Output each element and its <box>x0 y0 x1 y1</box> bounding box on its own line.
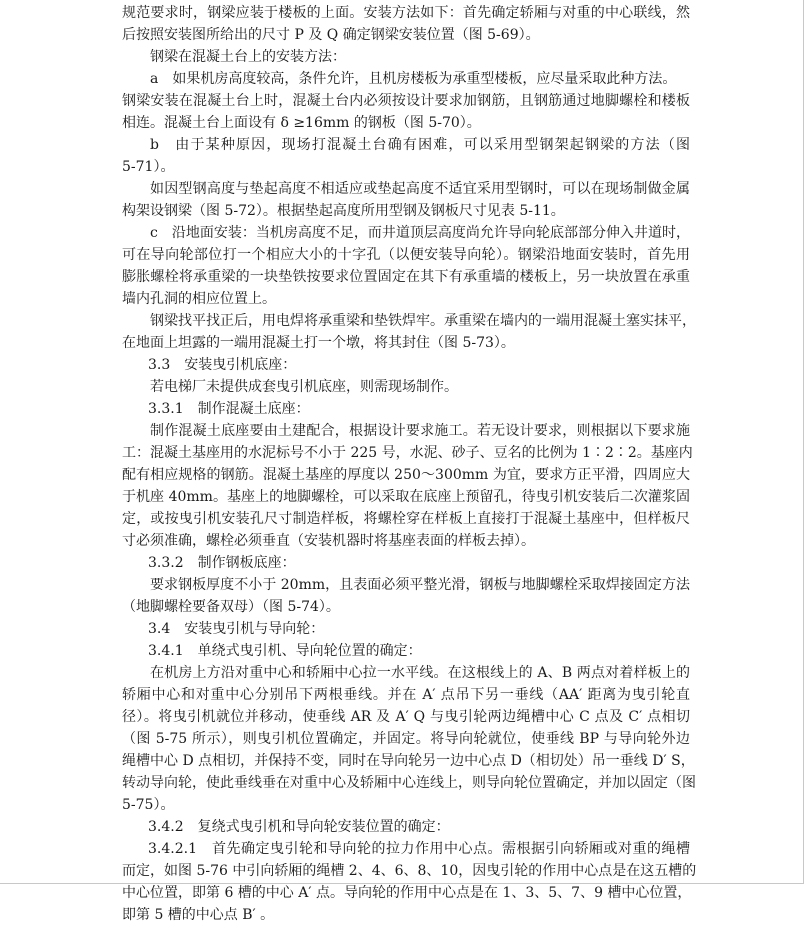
text-line: 径）。将曳引机就位并移动，使垂线 AR 及 A′ Q 与曳引轮两边绳槽中心 C 点及 C′ 点相切 <box>122 709 690 725</box>
text-line: 即第 5 槽的中心点 B′ 。 <box>122 907 275 923</box>
text-line: 可在导向轮部位打一个相应大小的十字孔（以便安装导向轮）。钢梁沿地面安装时，首先用 <box>122 247 690 263</box>
section-heading: 3.4.2 复绕式曳引机和导向轮安装位置的确定： <box>148 819 450 835</box>
text-line: 绳槽中心 D 点相切，并保持不变，同时在导向轮另一边中心点 D（相切处）吊一垂线 D′ S， <box>122 753 695 769</box>
section-heading: 3.3.1 制作混凝土底座： <box>148 401 310 417</box>
text-line: 墙内孔洞的相应位置上。 <box>122 291 276 307</box>
text-line: 工：混凝土基座用的水泥标号不小于 225 号，水泥、砂子、豆名的比例为 1∶2∶2。基座内 <box>122 445 693 461</box>
section-heading: 3.4.1 单绕式曳引机、导向轮位置的确定： <box>148 643 422 659</box>
text-line: 转动导向轮，使此垂线垂在对重中心及轿厢中心连线上，则导向轮位置确定，并加以固定（图 <box>122 775 696 791</box>
text-line: 配有相应规格的钢筋。混凝土基座的厚度以 250～300mm 为宜，要求方正平滑，四周应大 <box>122 467 690 483</box>
text-line: 在地面上坦露的一端用混凝土打一个墩，将其封住（图 5-73）。 <box>122 335 515 351</box>
section-heading: 3.3.2 制作钢板底座： <box>148 555 296 571</box>
body-text <box>122 2 697 926</box>
text-line: 而定，如图 5-76 中引向轿厢的绳槽 2、4、6、8、10，因曳引轮的作用中心点是在这五槽的 <box>122 863 697 879</box>
paragraph-first-line: 若电梯厂未提供成套曳引机底座，则需现场制作。 <box>150 379 458 395</box>
paragraph-first-line: 在机房上方沿对重中心和轿厢中心拉一水平线。在这根线上的 A、B 两点对着样板上的 <box>150 665 690 681</box>
text-line: 5-71）。 <box>122 159 175 175</box>
text-line: 中心位置，即第 6 槽的中心 A′ 点。导向轮的作用中心点是在 1、3、5、7、9 槽中心位置， <box>122 885 692 901</box>
section-heading: 3.3 安装曳引机底座： <box>148 357 297 373</box>
text-line: 轿厢中心和对重中心分别吊下两根垂线。并在 A′ 点吊下另一垂线（AA′ 距离为曳引轮直 <box>122 687 690 703</box>
paragraph-first-line: 钢梁找平找正后，用电焊将承重梁和垫铁焊牢。承重梁在墙内的一端用混凝土塞实抹平， <box>150 313 696 329</box>
section-heading: 3.4 安装曳引机与导向轮： <box>148 621 325 637</box>
text-line: 构架设钢梁（图 5-72）。根据垫起高度所用型钢及钢板尺寸见表 5-11。 <box>122 203 565 219</box>
text-line: 后按照安装图所给出的尺寸 P 及 Q 确定钢梁安装位置（图 5-69）。 <box>122 27 540 43</box>
paragraph-first-line: c 沿地面安装：当机房高度不足，而井道顶层高度尚允许导向轮底部部分伸入井道时， <box>150 225 690 241</box>
paragraph-first-line: 要求钢板厚度不小于 20mm，且表面必须平整光滑，钢板与地脚螺栓采取焊接固定方法 <box>150 577 690 593</box>
text-line: 规范要求时，钢梁应装于楼板的上面。安装方法如下：首先确定轿厢与对重的中心联线，然 <box>122 5 690 21</box>
paragraph-first-line: a 如果机房高度较高，条件允许，且机房楼板为承重型楼板，应尽量采取此种方法。 <box>150 71 677 87</box>
text-line: 膨胀螺栓将承重梁的一块垫铁按要求位置固定在其下有承重墙的楼板上，另一块放置在承重 <box>122 269 690 285</box>
paragraph-first-line: b 由于某种原因，现场打混凝土台确有困难，可以采用型钢架起钢梁的方法（图 <box>150 137 690 153</box>
text-line: 寸必须准确，螺栓必须垂直（安装机器时将基座表面的样板去掉）。 <box>122 533 535 549</box>
paragraph-first-line: 如因型钢高度与垫起高度不相适应或垫起高度不适宜采用型钢时，可以在现场制做金属 <box>150 181 690 197</box>
text-line: 定，或按曳引机安装孔尺寸制造样板，将螺栓穿在样板上直接打于混凝土基座中，但样板尺 <box>122 511 690 527</box>
paragraph-first-line: 制作混凝土底座要由土建配合，根据设计要求施工。若无设计要求，则根据以下要求施 <box>150 423 690 439</box>
text-line: 于机座 40mm。基座上的地脚螺栓，可以采取在底座上预留孔，待曳引机安装后二次灌浆固 <box>122 489 690 505</box>
paragraph-first-line: 钢梁在混凝土台上的安装方法： <box>150 49 346 65</box>
text-line: （图 5-75 所示），则曳引机位置确定，并固定。将导向轮就位，使垂线 BP 与导向轮外边 <box>122 731 690 747</box>
section-heading: 3.4.2.1 首先确定曳引轮和导向轮的拉力作用中心点。需根据引向轿厢或对重的绳槽 <box>148 841 690 857</box>
text-line: 5-75）。 <box>122 797 175 813</box>
text-line: 相连。混凝土台上面设有 δ ≥16mm 的钢板（图 5-70）。 <box>122 115 481 131</box>
text-line: （地脚螺栓要备双母）（图 5-74）。 <box>122 599 340 615</box>
text-line: 钢梁安装在混凝土台上时，混凝土台内必须按设计要求加钢筋，且钢筋通过地脚螺栓和楼板 <box>122 93 690 109</box>
